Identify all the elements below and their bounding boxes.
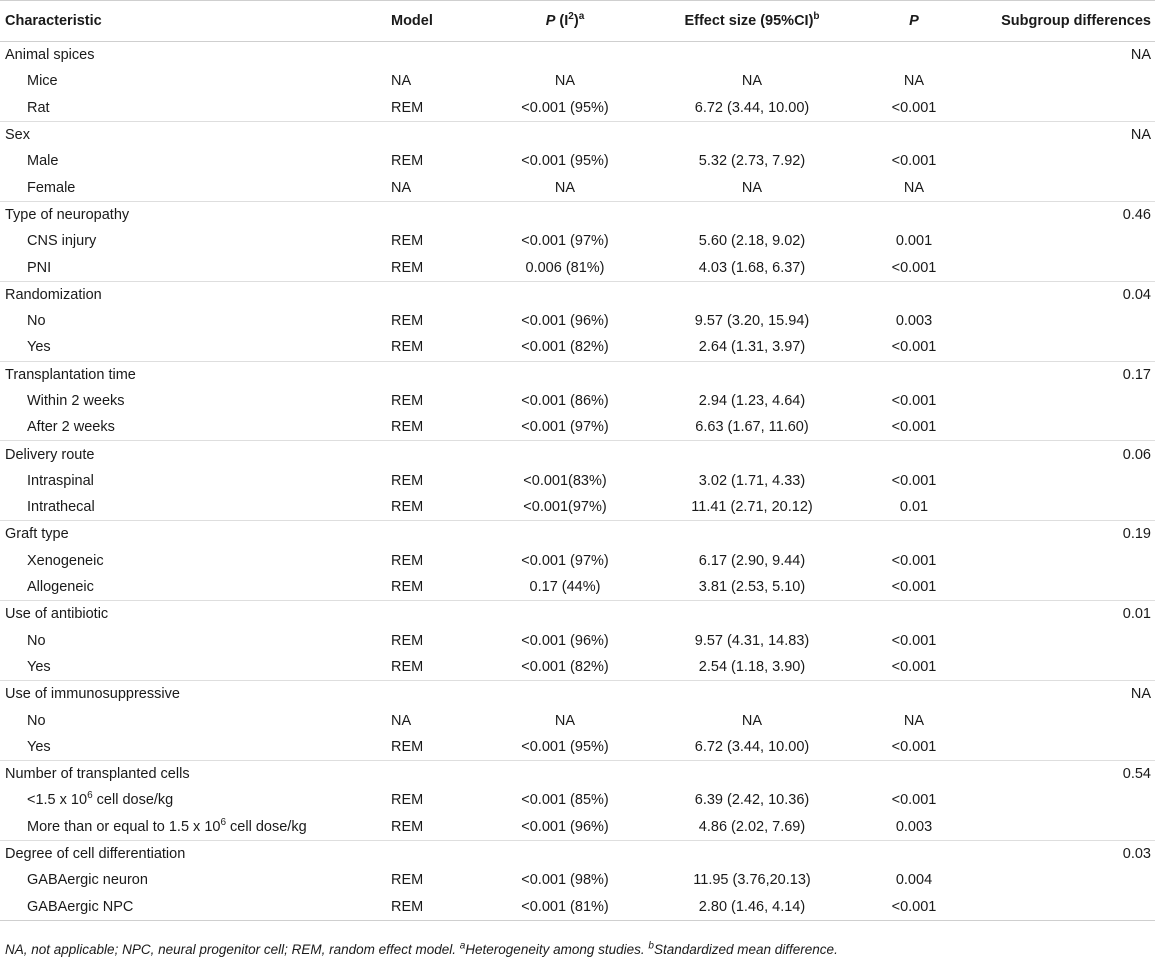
p-i2-value: NA (554, 712, 576, 729)
effect-size-value: NA (741, 179, 763, 196)
subgroup-difference-value: 0.04 (973, 281, 1155, 308)
row-subgroup-cell (973, 95, 1155, 122)
subgroup-difference-value: NA (973, 121, 1155, 148)
table-row (0, 334, 1155, 361)
subgroup-difference-value: NA (1130, 47, 1151, 64)
p-value: <0.001 (891, 792, 937, 809)
subgroup-difference-value: 0.54 (973, 761, 1155, 788)
table-row (0, 148, 1155, 174)
footnote-a-text: Heterogeneity among studies. (465, 942, 649, 957)
group-model-cell (391, 521, 481, 548)
row-label-sup: 6 (87, 790, 93, 802)
row-label-text: After 2 weeks (27, 419, 115, 436)
table-row (0, 468, 1155, 494)
table-row (0, 814, 1155, 841)
row-subgroup-cell (973, 867, 1155, 893)
group-label: Number of transplanted cells (0, 761, 391, 788)
subgroup-difference-value: NA (973, 681, 1155, 708)
group-label: Delivery route (0, 441, 391, 468)
footnote-b-mark: b (648, 940, 654, 952)
row-subgroup-cell (973, 814, 1155, 841)
group-row (0, 361, 1155, 388)
subgroup-difference-value: 0.01 (973, 601, 1155, 628)
effect-size-value: NA (741, 712, 763, 729)
row-label-text: <1.5 x 10 (27, 792, 88, 809)
group-model-cell (391, 361, 481, 388)
effect-size-value: 2.54 (1.18, 3.90) (698, 658, 806, 675)
effect-size-value: 6.39 (2.42, 10.36) (694, 792, 810, 809)
group-row (0, 281, 1155, 308)
group-p-cell (855, 681, 973, 708)
footnote-text: NA, not applicable; NPC, neural progenitor cell; REM, random effect model. (5, 942, 460, 957)
model-value: REM (391, 153, 424, 170)
table-row (0, 414, 1155, 441)
subgroup-difference-value: 0.46 (973, 201, 1155, 228)
group-effect-cell (649, 761, 855, 788)
row-label (0, 148, 391, 174)
header-effect-size-text: Effect size (95%CI) (684, 13, 814, 29)
p-i2-value: <0.001 (97%) (521, 552, 609, 569)
group-label: Use of immunosuppressive (0, 681, 391, 708)
row-label-text: Xenogeneic (27, 552, 104, 569)
p-value: <0.001 (891, 738, 937, 755)
group-row (0, 681, 1155, 708)
group-effect-cell (649, 201, 855, 228)
p-value: <0.001 (891, 579, 937, 596)
group-p-i2-cell (481, 42, 649, 69)
group-effect-cell (649, 441, 855, 468)
group-effect-cell (649, 42, 855, 69)
row-label-tail: cell dose/kg (226, 818, 307, 835)
group-model-cell (391, 441, 481, 468)
group-model-cell (391, 281, 481, 308)
row-label-text: CNS injury (27, 233, 97, 250)
p-value: 0.001 (895, 233, 933, 250)
table-row (0, 867, 1155, 893)
table-body (0, 42, 1155, 921)
footnote-b-text: Standardized mean difference. (653, 942, 838, 957)
group-p-cell (855, 281, 973, 308)
row-subgroup-cell (973, 148, 1155, 174)
p-value: NA (903, 73, 925, 90)
p-i2-value: <0.001 (85%) (521, 792, 609, 809)
group-p-cell (855, 840, 973, 867)
row-label (0, 548, 391, 574)
group-p-cell (855, 521, 973, 548)
header-effect-size (649, 1, 855, 42)
row-label (0, 228, 391, 254)
group-label: Animal spices (5, 47, 95, 64)
row-subgroup-cell (973, 254, 1155, 281)
model-value: REM (391, 339, 424, 356)
p-value: <0.001 (891, 99, 937, 116)
table-footnote (5, 942, 838, 957)
header-row (0, 1, 1155, 42)
row-label (0, 707, 391, 733)
row-subgroup-cell (973, 654, 1155, 681)
row-subgroup-cell (973, 334, 1155, 361)
row-subgroup-cell (973, 414, 1155, 441)
group-label: Transplantation time (0, 361, 391, 388)
group-p-cell (855, 601, 973, 628)
group-p-cell (855, 361, 973, 388)
table-row (0, 228, 1155, 254)
effect-size-value: 6.17 (2.90, 9.44) (698, 552, 806, 569)
group-label: Type of neuropathy (0, 201, 391, 228)
group-row (0, 521, 1155, 548)
p-i2-value: <0.001 (95%) (521, 99, 609, 116)
group-model-cell (391, 42, 481, 69)
effect-size-value: 9.57 (4.31, 14.83) (694, 632, 810, 649)
header-p-i2 (481, 1, 649, 42)
group-p-i2-cell (481, 840, 649, 867)
header-p-i2-sup: 2 (568, 11, 574, 23)
model-value: NA (391, 73, 412, 90)
effect-size-value: 6.72 (3.44, 10.00) (694, 99, 810, 116)
p-value: <0.001 (891, 632, 937, 649)
row-label (0, 468, 391, 494)
model-value: REM (391, 233, 424, 250)
effect-size-value: NA (741, 73, 763, 90)
p-i2-value: <0.001 (95%) (521, 153, 609, 170)
p-i2-value: <0.001 (86%) (521, 393, 609, 409)
row-label-text: Yes (27, 339, 51, 356)
row-label (0, 414, 391, 441)
p-value: <0.001 (891, 552, 937, 569)
row-label (0, 867, 391, 893)
group-row (0, 441, 1155, 468)
row-label-text: Intraspinal (27, 472, 94, 489)
row-subgroup-cell (973, 174, 1155, 201)
group-model-cell (391, 121, 481, 148)
row-label-text: PNI (27, 259, 52, 276)
group-effect-cell (649, 681, 855, 708)
group-label: Graft type (0, 521, 391, 548)
model-value: NA (391, 712, 412, 729)
model-value: REM (391, 552, 424, 569)
model-value: REM (391, 579, 424, 596)
group-row (0, 840, 1155, 867)
group-effect-cell (649, 840, 855, 867)
p-value: <0.001 (891, 472, 937, 489)
row-subgroup-cell (973, 68, 1155, 94)
group-model-cell (391, 761, 481, 788)
model-value: REM (391, 792, 424, 809)
group-effect-cell (649, 121, 855, 148)
effect-size-value: 11.41 (2.71, 20.12) (691, 499, 813, 516)
group-effect-cell (649, 521, 855, 548)
subgroup-difference-value: 0.06 (973, 441, 1155, 468)
row-label (0, 388, 391, 414)
model-value: NA (391, 179, 412, 196)
row-label-text: Within 2 weeks (27, 393, 125, 409)
group-p-i2-cell (481, 521, 649, 548)
model-value: REM (391, 894, 481, 921)
model-value: REM (391, 419, 424, 436)
group-label: Sex (0, 121, 391, 148)
p-i2-value: <0.001 (97%) (521, 419, 609, 436)
p-i2-value: <0.001 (98%) (521, 872, 609, 889)
effect-size-value: 5.60 (2.18, 9.02) (698, 233, 806, 250)
effect-size-value: 4.86 (2.02, 7.69) (698, 818, 806, 835)
group-p-i2-cell (481, 601, 649, 628)
subgroup-difference-value: 0.17 (973, 361, 1155, 388)
p-value: NA (903, 179, 925, 196)
row-label (0, 68, 391, 94)
row-label (0, 894, 391, 921)
p-i2-value: <0.001 (81%) (481, 894, 649, 921)
header-p-i2-open: (I (555, 13, 569, 29)
table-row (0, 894, 1155, 921)
p-value: 0.003 (895, 818, 933, 835)
model-value: REM (391, 658, 424, 675)
group-model-cell (391, 601, 481, 628)
row-label-text: More than or equal to 1.5 x 10 (27, 818, 221, 835)
effect-size-value: 4.03 (1.68, 6.37) (698, 259, 806, 276)
group-p-i2-cell (481, 121, 649, 148)
table-row (0, 707, 1155, 733)
row-label (0, 734, 391, 761)
row-label (0, 654, 391, 681)
effect-size-value: 3.81 (2.53, 5.10) (698, 579, 806, 596)
group-model-cell (391, 201, 481, 228)
p-value: <0.001 (855, 894, 973, 921)
table-header (0, 1, 1155, 42)
effect-size-value: 3.02 (1.71, 4.33) (698, 472, 806, 489)
group-row (0, 601, 1155, 628)
effect-size-value: 2.80 (1.46, 4.14) (649, 894, 855, 921)
group-row (0, 761, 1155, 788)
p-value: 0.004 (895, 872, 933, 889)
table-row (0, 654, 1155, 681)
table-row (0, 308, 1155, 334)
row-label-text: No (27, 313, 46, 330)
p-value: NA (903, 712, 925, 729)
p-i2-value: <0.001 (97%) (521, 233, 609, 250)
row-label-text: Allogeneic (27, 579, 94, 596)
footnote-a-mark: a (459, 940, 466, 952)
table-row (0, 574, 1155, 601)
row-label-text: No (27, 632, 46, 649)
header-p-i2-close: ) (573, 13, 579, 29)
group-effect-cell (649, 601, 855, 628)
model-value: REM (391, 499, 424, 516)
row-label (0, 254, 391, 281)
group-p-i2-cell (481, 201, 649, 228)
row-subgroup-cell (973, 308, 1155, 334)
row-label (0, 574, 391, 601)
group-row (0, 201, 1155, 228)
group-p-cell (855, 42, 973, 69)
table-row (0, 734, 1155, 761)
group-p-cell (855, 121, 973, 148)
row-subgroup-cell (973, 628, 1155, 654)
p-value: <0.001 (891, 393, 937, 409)
table-row (0, 68, 1155, 94)
p-value: 0.01 (899, 499, 929, 516)
group-p-i2-cell (481, 441, 649, 468)
row-label-text: Male (27, 153, 59, 170)
p-i2-value: NA (554, 179, 576, 196)
p-i2-value: <0.001(97%) (523, 499, 607, 516)
group-row (0, 42, 1155, 69)
group-label: Use of antibiotic (0, 601, 391, 628)
row-label-text: Intrathecal (27, 499, 95, 516)
row-label (0, 334, 391, 361)
model-value: REM (391, 818, 424, 835)
row-label (0, 628, 391, 654)
p-value: 0.003 (895, 313, 933, 330)
row-label (0, 174, 391, 201)
row-subgroup-cell (973, 548, 1155, 574)
effect-size-value: 9.57 (3.20, 15.94) (694, 313, 810, 330)
group-label: Degree of cell differentiation (0, 840, 391, 867)
row-label-text: Yes (27, 658, 51, 675)
table-row (0, 548, 1155, 574)
p-i2-value: <0.001 (96%) (521, 632, 609, 649)
row-subgroup-cell (973, 494, 1155, 521)
table-row (0, 628, 1155, 654)
table-row (0, 388, 1155, 414)
row-label-text: Rat (27, 99, 50, 116)
model-value: REM (391, 259, 424, 276)
row-subgroup-cell (973, 388, 1155, 414)
model-value: REM (391, 393, 424, 409)
row-label (0, 95, 391, 122)
row-label-text: GABAergic NPC (27, 898, 134, 915)
row-label (0, 787, 391, 813)
row-label-text: Mice (27, 73, 58, 90)
table-row (0, 254, 1155, 281)
row-label (0, 814, 391, 841)
row-subgroup-cell (973, 468, 1155, 494)
model-value: REM (391, 472, 424, 489)
header-effect-size-mark: b (813, 11, 820, 23)
header-p-i2-mark: a (578, 11, 585, 23)
table-row (0, 174, 1155, 201)
row-subgroup-cell (973, 894, 1155, 921)
group-effect-cell (649, 361, 855, 388)
effect-size-value: 2.94 (1.23, 4.64) (698, 393, 806, 409)
group-p-cell (855, 441, 973, 468)
model-value: REM (391, 632, 424, 649)
row-subgroup-cell (973, 734, 1155, 761)
group-model-cell (391, 681, 481, 708)
subgroup-difference-value: 0.03 (973, 840, 1155, 867)
effect-size-value: 11.95 (3.76,20.13) (693, 872, 811, 889)
row-label-text: No (27, 712, 46, 729)
row-label-sup: 6 (220, 816, 227, 828)
model-value: REM (391, 99, 424, 116)
row-subgroup-cell (973, 707, 1155, 733)
header-p-i2-p: P (545, 13, 556, 29)
row-subgroup-cell (973, 228, 1155, 254)
p-i2-value: 0.17 (44%) (529, 579, 601, 596)
p-i2-value: NA (554, 73, 576, 90)
row-label (0, 494, 391, 521)
table-row (0, 494, 1155, 521)
group-p-i2-cell (481, 761, 649, 788)
row-label (0, 308, 391, 334)
group-p-cell (855, 761, 973, 788)
group-p-i2-cell (481, 281, 649, 308)
group-p-i2-cell (481, 681, 649, 708)
p-i2-value: <0.001(83%) (523, 472, 607, 489)
p-value: <0.001 (891, 419, 937, 436)
header-p: P (855, 1, 973, 42)
model-value: REM (391, 738, 424, 755)
row-subgroup-cell (973, 574, 1155, 601)
p-i2-value: <0.001 (95%) (521, 738, 609, 755)
group-p-cell (855, 201, 973, 228)
group-row (0, 121, 1155, 148)
p-i2-value: <0.001 (82%) (521, 339, 609, 356)
p-i2-value: <0.001 (82%) (521, 658, 609, 675)
row-label-tail: cell dose/kg (92, 792, 174, 809)
p-i2-value: <0.001 (96%) (521, 818, 609, 835)
header-model: Model (391, 1, 481, 42)
subgroup-difference-value: 0.19 (973, 521, 1155, 548)
p-value: <0.001 (891, 658, 937, 675)
p-value: <0.001 (891, 259, 937, 276)
p-value: <0.001 (891, 339, 937, 356)
row-label-text: Female (27, 179, 76, 196)
row-label-text: Yes (27, 738, 51, 755)
header-characteristic: Characteristic (0, 1, 391, 42)
effect-size-value: 6.63 (1.67, 11.60) (695, 419, 809, 436)
table-row (0, 95, 1155, 122)
model-value: REM (391, 313, 424, 330)
table-row (0, 787, 1155, 813)
effect-size-value: 2.64 (1.31, 3.97) (698, 339, 806, 356)
group-label: Randomization (0, 281, 391, 308)
p-i2-value: <0.001 (96%) (521, 313, 609, 330)
effect-size-value: 6.72 (3.44, 10.00) (694, 738, 810, 755)
p-i2-value: 0.006 (81%) (525, 259, 605, 276)
header-subgroup-differences: Subgroup differences (973, 1, 1155, 42)
row-label-text: GABAergic neuron (27, 872, 148, 889)
p-value: <0.001 (891, 153, 937, 170)
effect-size-value: 5.32 (2.73, 7.92) (698, 153, 806, 170)
group-model-cell (391, 840, 481, 867)
group-effect-cell (649, 281, 855, 308)
model-value: REM (391, 872, 424, 889)
row-subgroup-cell (973, 787, 1155, 813)
group-p-i2-cell (481, 361, 649, 388)
